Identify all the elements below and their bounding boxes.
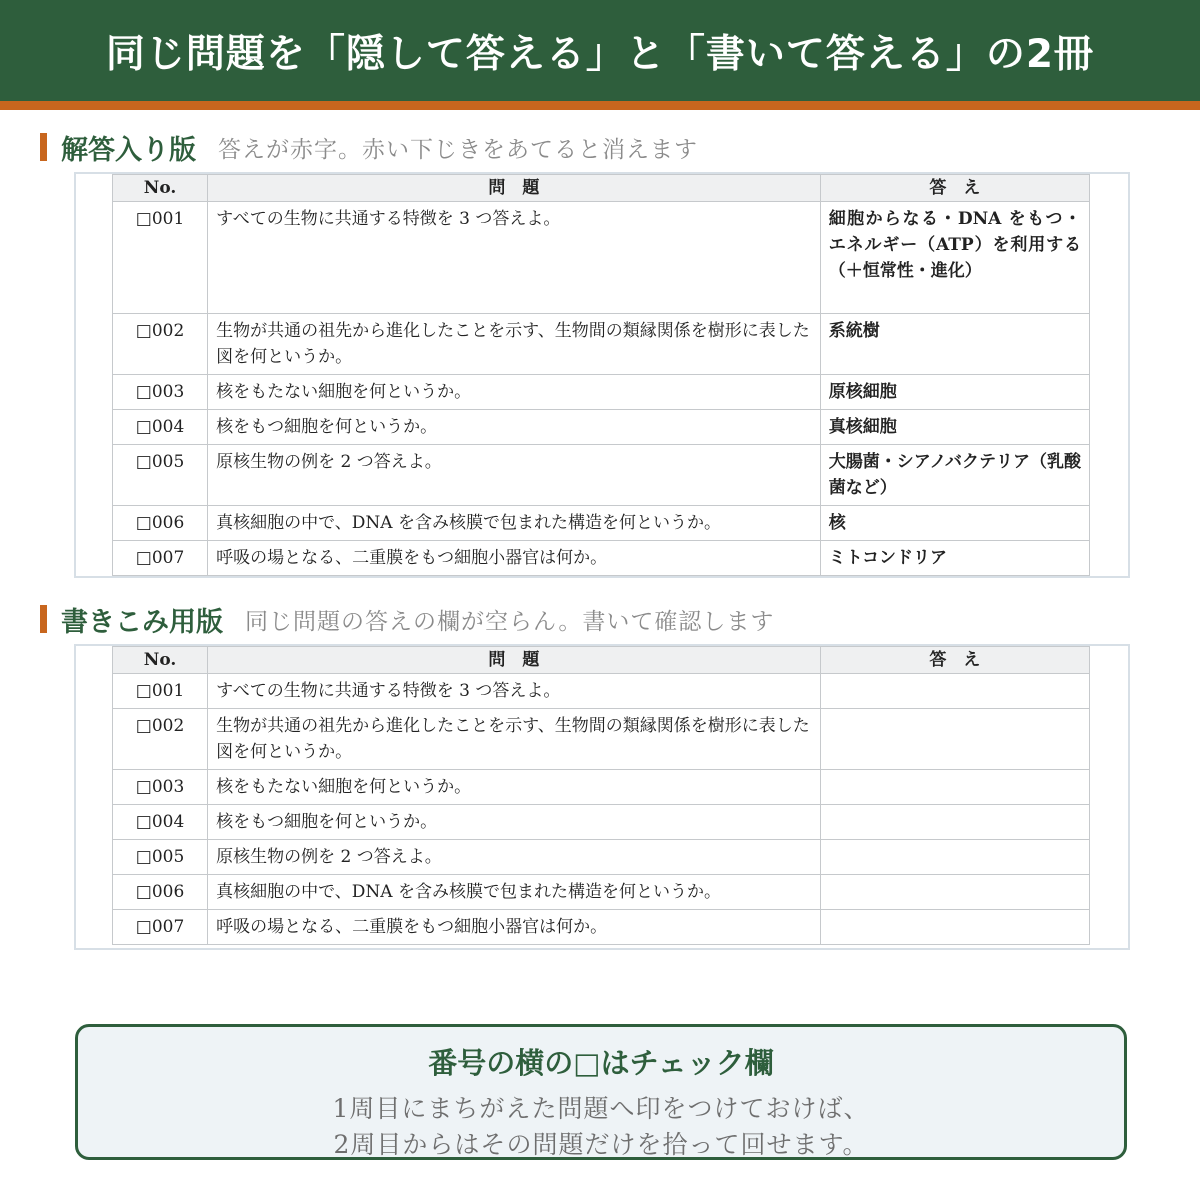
answer-blank [820,805,1089,840]
page-header [0,0,1200,101]
question-number: □007 [113,910,208,945]
section-heading-answer-edition [40,131,698,166]
question-number: □006 [113,875,208,910]
answer-text: 原核細胞 [820,375,1089,410]
question-text: 原核生物の例を 2 つ答えよ。 [208,840,821,875]
question-text: 呼吸の場となる、二重膜をもつ細胞小器官は何か。 [208,910,821,945]
tip-line: 1周目にまちがえた問題へ印をつけておけば、 [332,1094,870,1123]
table-row [113,709,1090,770]
table-row [113,506,1090,541]
question-number: □001 [113,202,208,314]
question-text: 真核細胞の中で、DNA を含み核膜で包まれた構造を何というか。 [208,875,821,910]
question-text: すべての生物に共通する特徴を 3 つ答えよ。 [208,202,821,314]
section-description: 答えが赤字。赤い下じきをあてると消えます [218,136,698,163]
table-row [113,674,1090,709]
answer-blank [820,674,1089,709]
answer-blank [820,709,1089,770]
table-row [113,805,1090,840]
write-in-edition-table [112,646,1090,945]
section-marker [40,605,47,633]
header-question: 問 題 [208,647,821,674]
question-text: すべての生物に共通する特徴を 3 つ答えよ。 [208,674,821,709]
question-number: □005 [113,840,208,875]
question-number: □004 [113,805,208,840]
header-question: 問 題 [208,175,821,202]
question-number: □005 [113,445,208,506]
answer-text: 大腸菌・シアノバクテリア（乳酸菌など） [820,445,1089,506]
tip-title: 番号の横の□はチェック欄 [428,1046,774,1080]
question-text: 核をもたない細胞を何というか。 [208,375,821,410]
question-number: □001 [113,674,208,709]
question-text: 真核細胞の中で、DNA を含み核膜で包まれた構造を何というか。 [208,506,821,541]
header-answer: 答 え [820,175,1089,202]
question-text: 核をもたない細胞を何というか。 [208,770,821,805]
section-description: 同じ問題の答えの欄が空らん。書いて確認します [245,608,775,635]
table-row [113,840,1090,875]
section-marker [40,133,47,161]
table-row [113,875,1090,910]
question-text: 核をもつ細胞を何というか。 [208,410,821,445]
answer-blank [820,910,1089,945]
table-row [113,541,1090,576]
question-text: 生物が共通の祖先から進化したことを示す、生物間の類縁関係を樹形に表した図を何というか。 [208,709,821,770]
header-answer: 答 え [820,647,1089,674]
table-row [113,375,1090,410]
tip-line: 2周目からはその問題だけを拾って回せます。 [333,1130,869,1159]
question-number: □007 [113,541,208,576]
section-heading-write-in-edition [40,603,775,638]
table-row [113,202,1090,314]
answer-blank [820,875,1089,910]
checkbox-tip-box [75,1024,1127,1160]
question-number: □003 [113,770,208,805]
section-title: 書きこみ用版 [61,606,223,638]
question-text: 呼吸の場となる、二重膜をもつ細胞小器官は何か。 [208,541,821,576]
header-stripe [0,101,1200,110]
answer-text: 系統樹 [820,314,1089,375]
question-number: □004 [113,410,208,445]
table-row [113,910,1090,945]
answer-text: 真核細胞 [820,410,1089,445]
table-row [113,410,1090,445]
question-text: 核をもつ細胞を何というか。 [208,805,821,840]
header-no: No. [113,647,208,674]
write-in-edition-panel [74,644,1130,950]
answer-text: 核 [820,506,1089,541]
answer-blank [820,770,1089,805]
table-row [113,770,1090,805]
table-row [113,314,1090,375]
answer-edition-table [112,174,1090,576]
answer-text: ミトコンドリア [820,541,1089,576]
question-number: □003 [113,375,208,410]
header-no: No. [113,175,208,202]
table-row [113,445,1090,506]
question-number: □002 [113,314,208,375]
question-number: □002 [113,709,208,770]
question-number: □006 [113,506,208,541]
answer-text: 細胞からなる・DNA をもつ・エネルギー（ATP）を利用する（＋恒常性・進化） [820,202,1089,314]
section-title: 解答入り版 [61,134,196,166]
answer-blank [820,840,1089,875]
answer-edition-panel [74,172,1130,578]
question-text: 原核生物の例を 2 つ答えよ。 [208,445,821,506]
page-title: 同じ問題を「隠して答える」と「書いて答える」の2冊 [105,31,1095,77]
question-text: 生物が共通の祖先から進化したことを示す、生物間の類縁関係を樹形に表した図を何というか。 [208,314,821,375]
